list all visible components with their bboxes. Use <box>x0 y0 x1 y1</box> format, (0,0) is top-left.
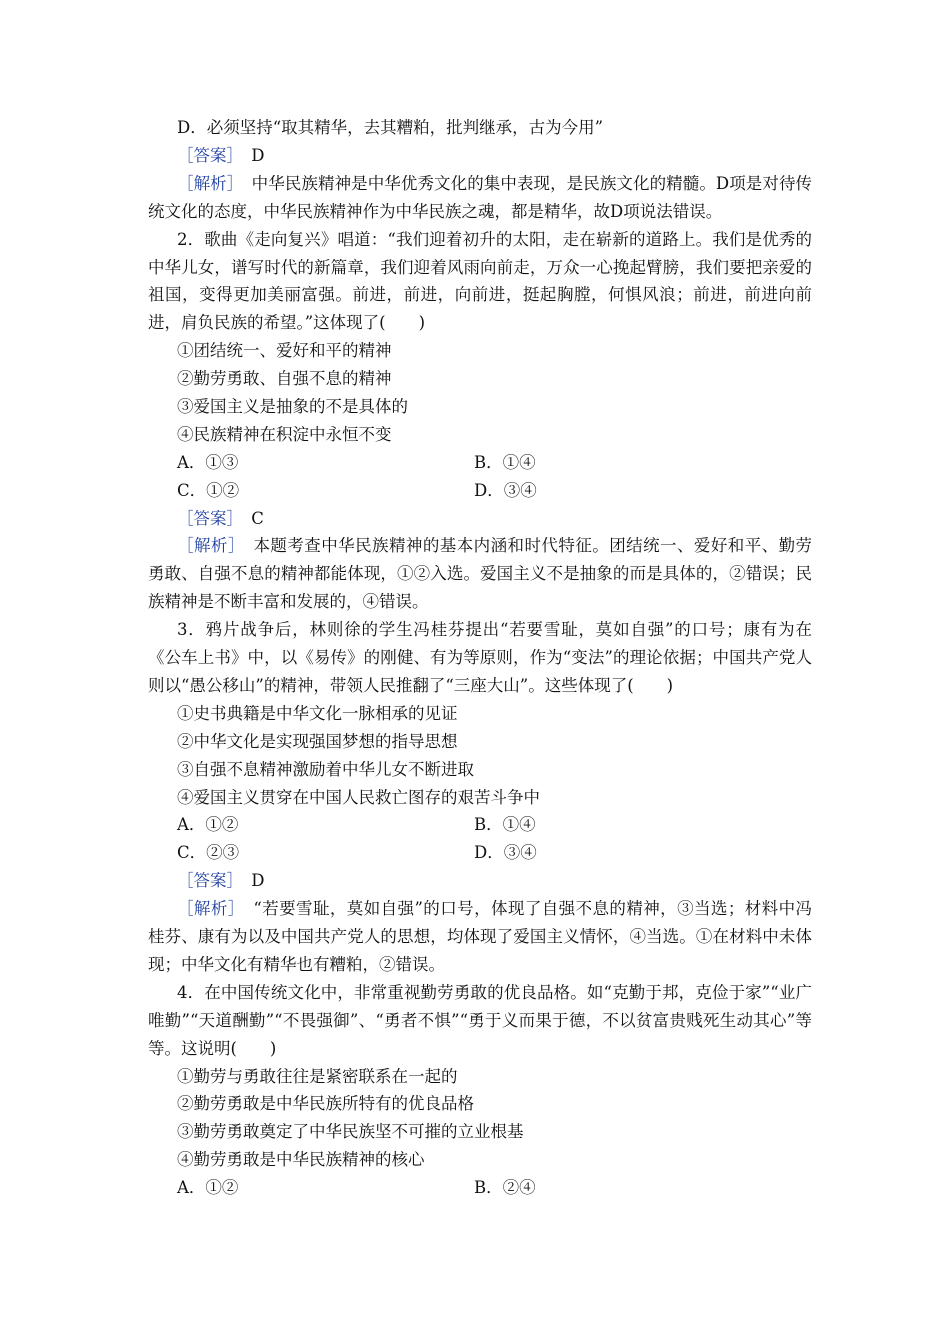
q2-option-c: C．①② <box>177 480 240 500</box>
q4-option-a: A．①② <box>177 1178 239 1198</box>
analysis-text: “若要雪耻，莫如自强”的口号，体现了自强不息的精神，③当选；材料中冯桂芬、康有为以及中国共产党人的思想，均体现了爱国主义情怀，④当选。①在材料中未体现；中华文化有精华也有糟粕，②错误。 <box>148 899 813 974</box>
q2-item-3: ③爱国主义是抽象的不是具体的 <box>177 397 408 416</box>
q3-analysis <box>148 895 812 979</box>
q4-option-b: B．②④ <box>474 1178 536 1198</box>
q2-item-4: ④民族精神在积淀中永恒不变 <box>177 424 392 444</box>
document-body <box>148 114 812 1202</box>
q2-analysis <box>148 532 812 616</box>
analysis-tag: ［解析］ <box>177 173 236 193</box>
q3-item-4: ④爱国主义贯穿在中国人民救亡图存的艰苦斗争中 <box>177 787 540 807</box>
analysis-tag: ［解析］ <box>177 536 237 556</box>
q2-option-d: D．③④ <box>474 480 537 500</box>
q3-options-row-1 <box>148 811 812 839</box>
answer-value: D <box>251 871 265 891</box>
q3-item-2: ②中华文化是实现强国梦想的指导思想 <box>177 731 458 751</box>
q4-item-3: ③勤劳勇敢奠定了中华民族坚不可摧的立业根基 <box>177 1122 524 1142</box>
q4-item-1: ①勤劳与勇敢往往是紧密联系在一起的 <box>177 1066 458 1086</box>
q3-options-row-2 <box>148 839 812 867</box>
answer-value: D <box>251 145 265 165</box>
q3-option-b: B．①④ <box>474 815 536 835</box>
q3-option-d: D．③④ <box>474 843 537 863</box>
answer-value: C <box>251 508 264 528</box>
analysis-tag: ［解析］ <box>177 899 237 919</box>
q2-answer <box>148 505 812 533</box>
q1-answer <box>148 142 812 170</box>
q2-options-row-1 <box>148 449 812 477</box>
q2-options-row-2 <box>148 477 812 505</box>
answer-tag: ［答案］ <box>177 508 235 528</box>
q3-answer <box>148 867 812 895</box>
q3-option-a: A．①② <box>177 815 239 835</box>
answer-tag: ［答案］ <box>177 871 235 891</box>
answer-tag: ［答案］ <box>177 145 235 165</box>
q3-stem: 3．鸦片战争后，林则徐的学生冯桂芬提出“若要雪耻，莫如自强”的口号；康有为在《公车上书》中，以《易传》的刚健、有为等原则，作为“变法”的理论依据；中国共产党人则以“愚公移山”的精神，带领人民推翻了“三座大山”。这些体现了( ) <box>148 620 812 695</box>
q1-option-d: D．必须坚持“取其精华，去其糟粕，批判继承，古为今用” <box>177 118 604 137</box>
q4-item-2: ②勤劳勇敢是中华民族所特有的优良品格 <box>177 1094 474 1114</box>
analysis-text: 本题考查中华民族精神的基本内涵和时代特征。团结统一、爱好和平、勤劳勇敢、自强不息的精神都能体现，①②入选。爱国主义不是抽象的而是具体的，②错误；民族精神是不断丰富和发展的，④错误。 <box>148 536 813 612</box>
q2-option-a: A．①③ <box>177 452 239 472</box>
q1-analysis <box>148 170 812 226</box>
q4-item-4: ④勤劳勇敢是中华民族精神的核心 <box>177 1150 425 1170</box>
q3-item-1: ①史书典籍是中华文化一脉相承的见证 <box>177 703 458 723</box>
q2-item-1: ①团结统一、爱好和平的精神 <box>177 341 392 361</box>
q4-stem: 4．在中国传统文化中，非常重视勤劳勇敢的优良品格。如“克勤于邦，克俭于家”“业广唯勤”“天道酬勤”“不畏强御”、“勇者不惧”“勇于义而果于德，不以贫富贵贱死生动其心”等等。这说明( ) <box>148 982 812 1058</box>
q3-item-3: ③自强不息精神激励着中华儿女不断进取 <box>177 759 474 779</box>
q2-option-b: B．①④ <box>474 452 536 472</box>
analysis-text: 中华民族精神是中华优秀文化的集中表现，是民族文化的精髓。D项是对待传统文化的态度，中华民族精神作为中华民族之魂，都是精华，故D项说法错误。 <box>148 173 813 221</box>
q2-item-2: ②勤劳勇敢、自强不息的精神 <box>177 369 392 389</box>
q2-stem: 2．歌曲《走向复兴》唱道：“我们迎着初升的太阳，走在崭新的道路上。我们是优秀的中华儿女，谱写时代的新篇章，我们迎着风雨向前走，万众一心挽起臂膀，我们要把亲爱的祖国，变得更加美丽富强。前进，前进，向前进，挺起胸膛，何惧风浪；前进，前进向前进，肩负民族的希望。”这体现了( ) <box>148 229 812 333</box>
q3-option-c: C．②③ <box>177 843 240 863</box>
q4-options-row-1 <box>148 1174 812 1202</box>
